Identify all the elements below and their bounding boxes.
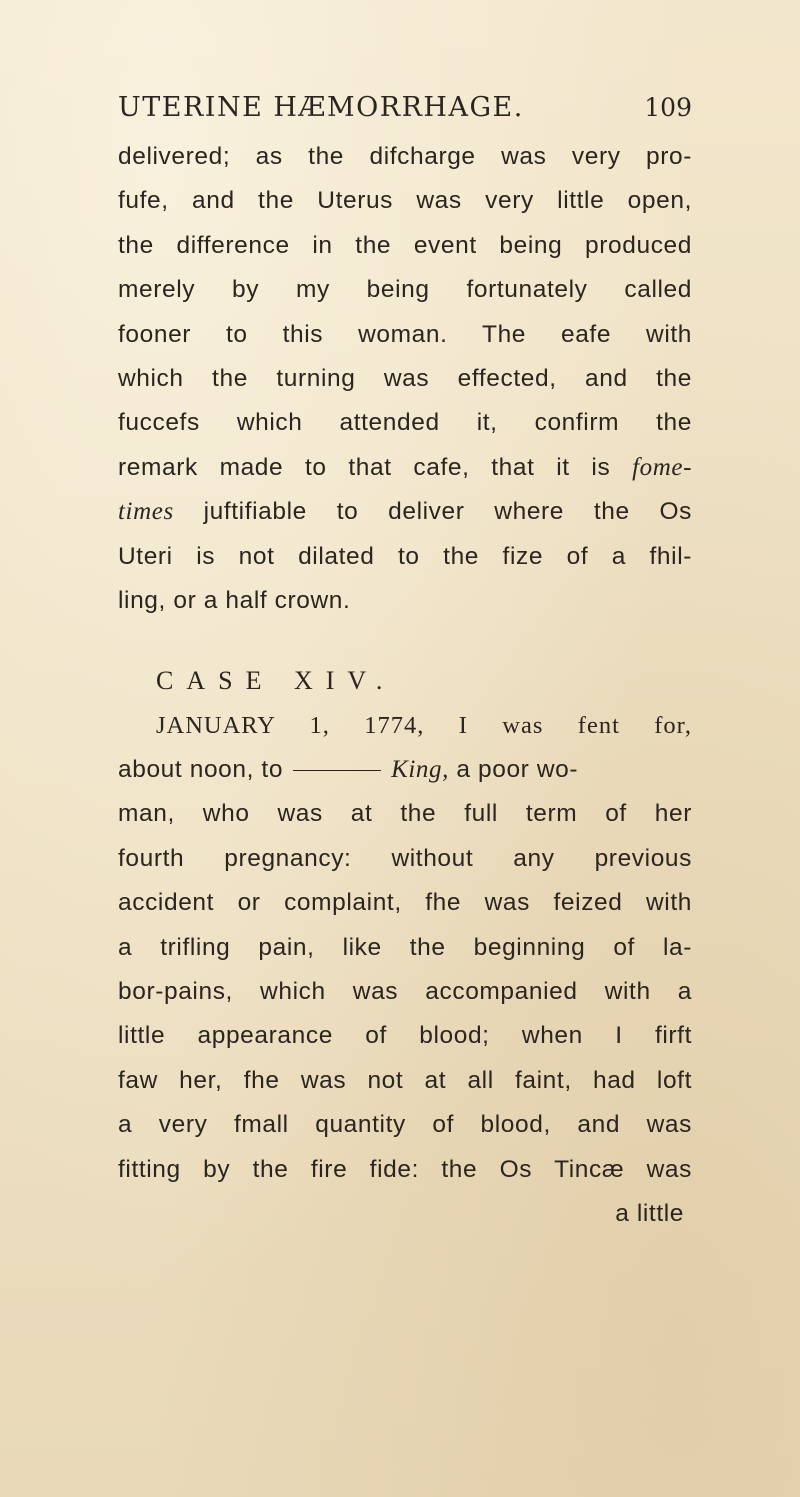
text-line: ling, or a half crown. (118, 586, 351, 614)
spacer (118, 623, 692, 659)
page-header (118, 88, 692, 128)
text-line: fitting by the fire fide: the Os Tincæ was (118, 1155, 692, 1183)
text-line: fooner to this woman. The eafe with (118, 320, 692, 348)
name-dash (293, 770, 381, 771)
opening-line: JANUARY 1, 1774, I was fent for, (156, 711, 692, 739)
text-line (118, 704, 692, 748)
text-line: fourth pregnancy: without any previous (118, 844, 692, 872)
text-span: remark made to that cafe, that it is (118, 453, 611, 481)
text-line (118, 490, 692, 534)
text-line: fuccefs which attended it, confirm the (118, 409, 692, 437)
text-line: faw her, fhe was not at all faint, had loft (118, 1066, 692, 1094)
running-head: UTERINE HÆMORRHAGE. (118, 92, 524, 123)
body-text (118, 135, 692, 1236)
text-line: fufe, and the Uterus was very little open, (118, 187, 692, 215)
text-line: bor-pains, which was accompanied with a (118, 978, 692, 1006)
text-span: about noon, to (118, 756, 284, 784)
text-line: the difference in the event being produced (118, 231, 692, 259)
text-line: a very fmall quantity of blood, and was (118, 1111, 692, 1139)
catchword: a little (615, 1199, 684, 1227)
text-span: juftifiable to deliver where the Os (203, 498, 692, 526)
text-line: a trifling pain, like the beginning of la- (118, 933, 692, 961)
text-line: merely by my being fortunately called (118, 276, 692, 304)
text-span: a poor wo- (456, 756, 579, 784)
patient-name: King, (391, 756, 449, 784)
case-heading: CASE XIV. (156, 666, 396, 696)
text-line (118, 446, 692, 490)
italic-word: times (118, 498, 174, 526)
text-line: accident or complaint, fhe was feized with (118, 889, 692, 917)
text-line: Uteri is not dilated to the fize of a fhil- (118, 542, 692, 570)
text-line: little appearance of blood; when I firft (118, 1022, 692, 1050)
text-line (118, 748, 692, 792)
text-line: which the turning was effected, and the (118, 364, 692, 392)
text-line: man, who was at the full term of her (118, 800, 692, 828)
text-line: delivered; as the difcharge was very pro- (118, 143, 692, 170)
italic-word: fome- (632, 453, 692, 481)
page-number: 109 (644, 93, 692, 122)
